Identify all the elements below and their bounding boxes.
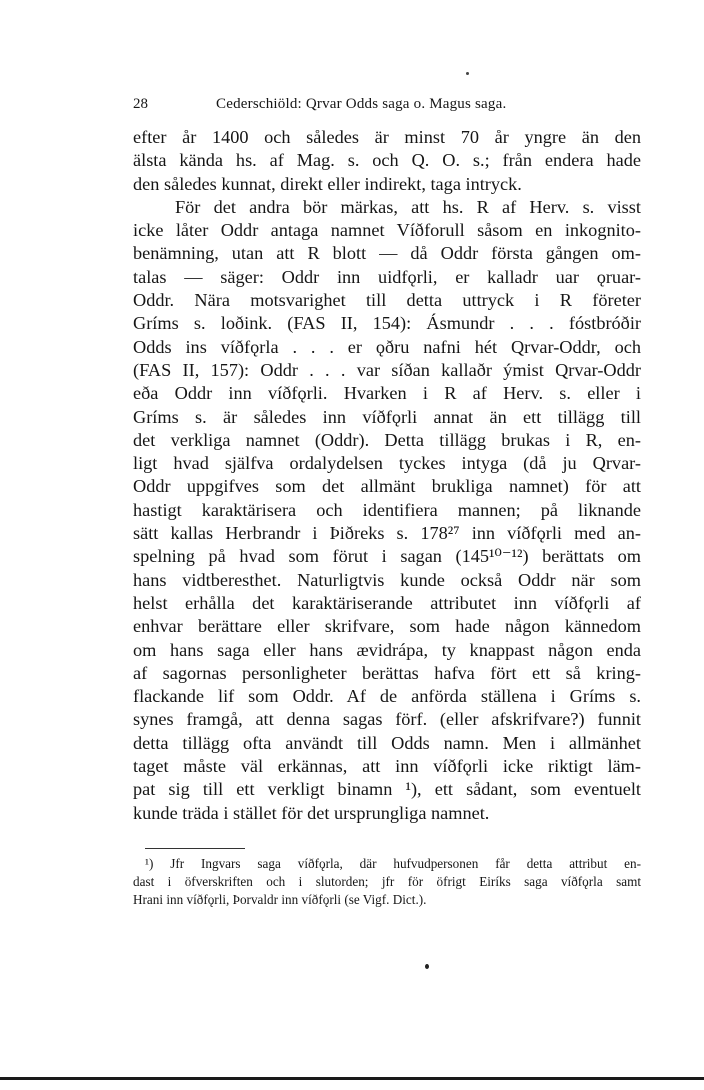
footnote-line: Hrani inn víðfǫrli, Þorvaldr inn víðfǫrli (se Vigf. Dict.). — [133, 892, 427, 907]
text-line: hans vidtberesthet. Naturligtvis kunde också Oddr när som — [133, 569, 641, 590]
running-title: Cederschiöld: Qrvar Odds saga o. Magus saga. — [216, 96, 507, 112]
text-line: efter år 1400 och således är minst 70 år yngre än den — [133, 127, 641, 147]
text-line: helst erhålla det karaktäriserande attributet inn víðfǫrli af — [133, 592, 641, 613]
text-line: kunde träda i stället för det ursprungliga namnet. — [133, 802, 490, 823]
text-line: af sagornas personligheter berättas hafva fört ett så kring- — [133, 662, 641, 683]
ink-speck — [466, 72, 469, 75]
page-header — [133, 94, 653, 114]
footnote — [133, 855, 641, 909]
text-line: det verkliga namnet (Oddr). Detta tillägg brukas i R, en- — [133, 429, 641, 450]
text-line: För det andra bör märkas, att hs. R af Herv. s. visst — [175, 196, 641, 217]
footnote-divider — [145, 848, 245, 849]
footnote-line: dast i öfverskriften och i slutorden; jfr för öfrigt Eiríks saga víðfǫrla samt — [133, 874, 641, 889]
text-line: hastigt karaktärisera och identifiera mannen; på liknande — [133, 499, 641, 520]
text-line: synes framgå, att denna sagas förf. (eller afskrifvare?) funnit — [133, 709, 641, 730]
text-line: spelning på hvad som förut i sagan (145¹⁰⁻¹²) berättats om — [133, 546, 641, 567]
text-line: Odds ins víðfǫrla . . . er ǫðru nafni hét Qrvar-Oddr, och — [133, 336, 641, 357]
text-line: den således kunnat, direkt eller indirekt, taga intryck. — [133, 173, 522, 194]
text-line: flackande lif som Oddr. Af de anförda ställena i Gríms s. — [133, 686, 641, 707]
text-line: om hans saga eller hans ævidrápa, ty knappast någon enda — [133, 639, 641, 660]
text-line: Gríms s. är således inn víðfǫrli annat än ett tillägg till — [133, 406, 641, 427]
text-line: eða Oddr inn víðfǫrli. Hvarken i R af Herv. s. eller i — [133, 383, 641, 404]
text-line: detta tillägg ofta användt till Odds namn. Men i allmänhet — [133, 732, 641, 753]
text-line: icke låter Oddr antaga namnet Víðforull såsom en inkognito- — [133, 220, 641, 241]
text-line: Oddr uppgifves som det allmänt brukliga namnet) för att — [133, 476, 641, 497]
page-number: 28 — [133, 96, 148, 112]
text-line: (FAS II, 157): Oddr . . . var síðan kallaðr ýmist Qrvar-Oddr — [133, 359, 641, 380]
text-line: talas — säger: Oddr inn uidfǫrli, er kalladr uar ǫruar- — [133, 266, 641, 287]
text-line: benämning, utan att R blott — då Oddr första gången om- — [133, 243, 641, 264]
page-bottom-edge — [0, 1077, 704, 1080]
text-line: enhvar berättare eller skrifvare, som hade någon kännedom — [133, 616, 641, 637]
text-line: älsta kända hs. af Mag. s. och Q. O. s.; från endera hade — [133, 150, 641, 171]
body-text — [133, 126, 641, 825]
ink-speck — [425, 964, 429, 969]
text-line: sätt kallas Herbrandr i Þiðreks s. 178²⁷ inn víðfǫrli med an- — [133, 523, 641, 544]
text-line: pat sig till ett verkligt binamn ¹), ett sådant, som eventuelt — [133, 779, 641, 800]
text-line: taget måste väl erkännas, att inn víðfǫrli icke riktigt läm- — [133, 756, 641, 777]
footnote-line: ¹) Jfr Ingvars saga víðfǫrla, där hufvudpersonen får detta attribut en- — [145, 856, 641, 871]
text-line: ligt hvad själfva ordalydelsen tyckes intyga (då ju Qrvar- — [133, 453, 641, 474]
text-line: Oddr. Nära motsvarighet till detta uttryck i R företer — [133, 290, 641, 311]
text-line: Gríms s. loðink. (FAS II, 154): Ásmundr . . . fóstbróðir — [133, 313, 641, 334]
